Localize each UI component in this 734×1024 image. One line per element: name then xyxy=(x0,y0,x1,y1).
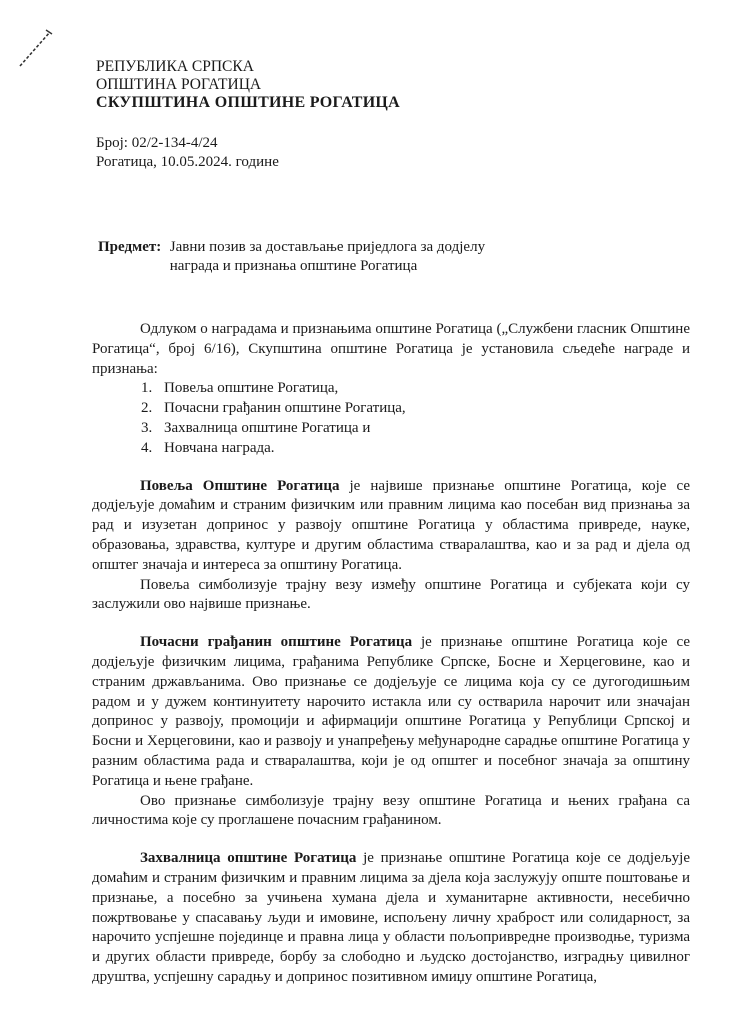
povelja-paragraph-2: Повеља симболизује трајну везу између општине Рогатица и субјеката који су заслужили ово највише признање. xyxy=(92,576,690,613)
pocasni-paragraph xyxy=(92,633,690,791)
document-place-date: Рогатица, 10.05.2024. године xyxy=(96,154,279,170)
handwritten-mark xyxy=(16,26,56,70)
list-item: 4. Новчана награда. xyxy=(156,439,690,459)
subject-block xyxy=(98,238,520,276)
document-meta xyxy=(96,134,279,172)
letterhead xyxy=(96,58,400,112)
pocasni-paragraph-2: Ово признање симболизује трајну везу општине Рогатица и њених грађана са личностима које су проглашене почасним грађанином. xyxy=(92,792,690,829)
pocasni-text: је признање општине Рогатица које се додјељује физичким лицима, грађанима Републике Српске, Босне и Херцеговине, као и страним држављанима. Ово признање се додјељује се лицима која су се дугогодишњим радом и у дужем континуитету нарочито истакла или су остварила нарочит или значајан допринос у развоју, промоцији и афирмацији општине Рогатица у Републици Српској и Босни и Херцеговини, као и развоју и унапређењу међународне сарадње општине Рогатица у разним областима рада и стваралаштва, који је од општег и посебног значаја за општину Рогатица и њене грађане. xyxy=(92,634,690,789)
subject-text: Јавни позив за достављање приједлога за додјелу награда и признања општине Рогатица xyxy=(169,239,486,274)
document-body xyxy=(92,320,690,988)
list-item: 3. Захвалница општине Рогатица и xyxy=(156,419,690,439)
zahvalnica-text: је признање општине Рогатица које се додјељује домаћим и страним физичким и правним лицима за дјела која заслужују опште поштовање и признање, а посебно за учињена хумана дјела и хуманитарне активности, несебично пожртвовање у спасавању људи и имовине, испољену личну храброст или солидарност, за нарочито успјешне појединце и правна лица у области пољопривредне производње, туризма и других области привреде, борбу за слободно и људско достојанство, изградњу цивилног друштва, успјешну сарадњу и допринос позитивном имиџу општине Рогатица, xyxy=(92,850,690,985)
subject-label: Предмет: xyxy=(98,239,162,255)
pocasni-title: Почасни грађанин општине Рогатица xyxy=(140,634,413,651)
document-number: Број: 02/2-134-4/24 xyxy=(96,135,218,151)
intro-paragraph: Одлуком о наградама и признањима општине Рогатица („Службени гласник Општине Рогатица“, број 6/16), Скупштина општине Рогатица је установила сљедеће награде и признања: xyxy=(92,321,690,377)
povelja-title: Повеља Општине Рогатица xyxy=(140,477,340,494)
povelja-text: је највише признање општине Рогатица, које се додјељује домаћим и страним физичким или правним лицима као посебан вид признања за рад и изузетан допринос у развоју општине Рогатица у областима привреде, науке, образовања, здравства, културе и другим областима стваралаштва, као и за рад и дјела од општег значаја и интереса за општину Рогатица. xyxy=(92,477,690,573)
awards-list xyxy=(92,379,690,458)
povelja-paragraph xyxy=(92,477,690,576)
list-item: 2. Почасни грађанин општине Рогатица, xyxy=(156,399,690,419)
zahvalnica-paragraph xyxy=(92,849,690,988)
zahvalnica-title: Захвалница општине Рогатица xyxy=(140,850,357,867)
list-item: 1. Повеља општине Рогатица, xyxy=(156,379,690,399)
letterhead-republic: РЕПУБЛИКА СРПСКА xyxy=(96,58,254,75)
letterhead-assembly: СКУПШТИНА ОПШТИНЕ РОГАТИЦА xyxy=(96,94,401,111)
letterhead-municipality: ОПШТИНА РОГАТИЦА xyxy=(96,76,262,93)
